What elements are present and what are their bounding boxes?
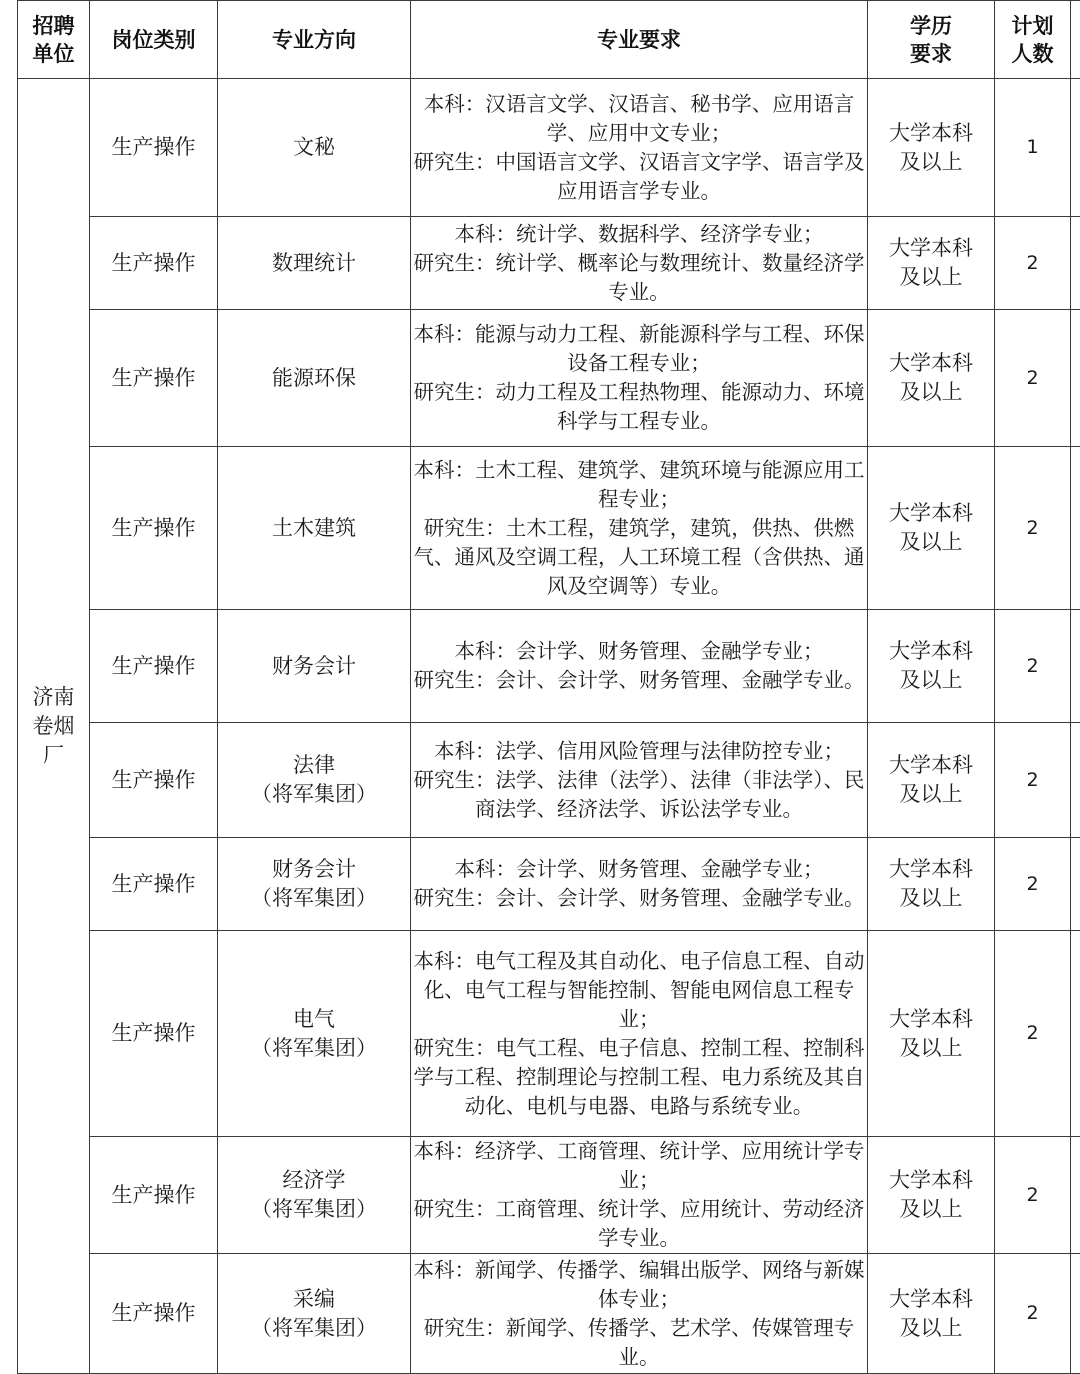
extra-cell — [1071, 610, 1080, 723]
requirement-line: 研究生：工商管理、统计学、应用统计、劳动经济学专业。 — [411, 1195, 867, 1253]
table-row — [18, 610, 1080, 723]
direction-label: 采编 — [218, 1285, 410, 1314]
unit-name-cell — [18, 79, 90, 1374]
count-cell: 2 — [995, 217, 1071, 310]
education-label: 大学本科及以上 — [885, 349, 977, 407]
extra-cell — [1071, 1137, 1080, 1254]
table-body — [18, 79, 1080, 1374]
direction-label: 法律 — [218, 751, 410, 780]
requirement-cell — [411, 310, 868, 447]
header-extra — [1071, 1, 1080, 79]
requirement-cell — [411, 1254, 868, 1374]
education-cell — [868, 723, 995, 838]
requirement-line: 研究生：统计学、概率论与数理统计、数量经济学专业。 — [411, 249, 867, 307]
requirement-cell — [411, 79, 868, 217]
category-cell: 生产操作 — [90, 310, 218, 447]
education-cell — [868, 310, 995, 447]
requirement-line: 研究生：会计、会计学、财务管理、金融学专业。 — [411, 666, 867, 695]
requirement-line: 本科：电气工程及其自动化、电子信息工程、自动化、电气工程与智能控制、智能电网信息工程专业； — [411, 947, 867, 1034]
direction-cell — [218, 1137, 411, 1254]
requirement-cell — [411, 1137, 868, 1254]
direction-sublabel: （将军集团） — [218, 884, 410, 913]
extra-cell — [1071, 217, 1080, 310]
count-cell: 2 — [995, 723, 1071, 838]
direction-cell — [218, 310, 411, 447]
header-requirement: 专业要求 — [411, 1, 868, 79]
education-label: 大学本科及以上 — [885, 855, 977, 913]
category-cell: 生产操作 — [90, 1254, 218, 1374]
requirement-line: 研究生：会计、会计学、财务管理、金融学专业。 — [411, 884, 867, 913]
unit-name: 济南卷烟厂 — [32, 683, 76, 770]
table-row — [18, 79, 1080, 217]
count-cell: 1 — [995, 79, 1071, 217]
education-cell — [868, 931, 995, 1137]
extra-cell — [1071, 838, 1080, 931]
header-education: 学历要求 — [868, 1, 995, 79]
header-row — [18, 1, 1080, 79]
requirement-line: 本科：新闻学、传播学、编辑出版学、网络与新媒体专业； — [411, 1256, 867, 1314]
education-label: 大学本科及以上 — [885, 234, 977, 292]
direction-label: 财务会计 — [218, 855, 410, 884]
category-cell: 生产操作 — [90, 931, 218, 1137]
category-cell: 生产操作 — [90, 723, 218, 838]
requirement-line: 研究生：动力工程及工程热物理、能源动力、环境科学与工程专业。 — [411, 378, 867, 436]
requirement-line: 本科：法学、信用风险管理与法律防控专业； — [411, 737, 867, 766]
requirement-cell — [411, 447, 868, 610]
requirement-line: 本科：经济学、工商管理、统计学、应用统计学专业； — [411, 1137, 867, 1195]
education-cell — [868, 79, 995, 217]
extra-cell — [1071, 447, 1080, 610]
direction-cell — [218, 1254, 411, 1374]
category-cell: 生产操作 — [90, 217, 218, 310]
direction-label: 电气 — [218, 1005, 410, 1034]
table-row — [18, 447, 1080, 610]
count-cell: 2 — [995, 838, 1071, 931]
education-label: 大学本科及以上 — [885, 119, 977, 177]
direction-label: 数理统计 — [218, 249, 410, 278]
requirement-line: 本科：会计学、财务管理、金融学专业； — [411, 637, 867, 666]
category-cell: 生产操作 — [90, 610, 218, 723]
requirement-line: 研究生：新闻学、传播学、艺术学、传媒管理专业。 — [411, 1314, 867, 1372]
education-cell — [868, 217, 995, 310]
category-cell: 生产操作 — [90, 447, 218, 610]
header-category: 岗位类别 — [90, 1, 218, 79]
table-row — [18, 1137, 1080, 1254]
education-label: 大学本科及以上 — [885, 637, 977, 695]
direction-cell — [218, 931, 411, 1137]
direction-sublabel: （将军集团） — [218, 1195, 410, 1224]
requirement-line: 本科：统计学、数据科学、经济学专业； — [411, 220, 867, 249]
education-cell — [868, 1137, 995, 1254]
category-cell: 生产操作 — [90, 79, 218, 217]
direction-label: 土木建筑 — [218, 514, 410, 543]
requirement-line: 本科：土木工程、建筑学、建筑环境与能源应用工程专业； — [411, 456, 867, 514]
direction-cell — [218, 610, 411, 723]
recruitment-table — [17, 0, 1080, 1374]
requirement-cell — [411, 838, 868, 931]
table-row — [18, 1254, 1080, 1374]
requirement-line: 本科：能源与动力工程、新能源科学与工程、环保设备工程专业； — [411, 320, 867, 378]
education-label: 大学本科及以上 — [885, 751, 977, 809]
education-label: 大学本科及以上 — [885, 1005, 977, 1063]
requirement-line: 研究生：法学、法律（法学）、法律（非法学）、民商法学、经济法学、诉讼法学专业。 — [411, 766, 867, 824]
requirement-line: 研究生：电气工程、电子信息、控制工程、控制科学与工程、控制理论与控制工程、电力系统及其自动化、电机与电器、电路与系统专业。 — [411, 1034, 867, 1121]
table-row — [18, 723, 1080, 838]
direction-cell — [218, 838, 411, 931]
table-row — [18, 217, 1080, 310]
table-row — [18, 931, 1080, 1137]
count-cell: 2 — [995, 610, 1071, 723]
requirement-line: 研究生：土木工程，建筑学，建筑，供热、供燃气、通风及空调工程，人工环境工程（含供热、通风及空调等）专业。 — [411, 514, 867, 601]
requirement-cell — [411, 723, 868, 838]
education-cell — [868, 447, 995, 610]
extra-cell — [1071, 310, 1080, 447]
direction-label: 文秘 — [218, 133, 410, 162]
header-direction: 专业方向 — [218, 1, 411, 79]
category-cell: 生产操作 — [90, 1137, 218, 1254]
direction-cell — [218, 217, 411, 310]
extra-cell — [1071, 723, 1080, 838]
requirement-cell — [411, 610, 868, 723]
count-cell: 2 — [995, 1137, 1071, 1254]
education-label: 大学本科及以上 — [885, 499, 977, 557]
requirement-line: 本科：会计学、财务管理、金融学专业； — [411, 855, 867, 884]
direction-label: 财务会计 — [218, 652, 410, 681]
requirement-cell — [411, 931, 868, 1137]
direction-sublabel: （将军集团） — [218, 1314, 410, 1343]
education-cell — [868, 610, 995, 723]
header-count: 计划人数 — [995, 1, 1071, 79]
count-cell: 2 — [995, 1254, 1071, 1374]
direction-cell — [218, 79, 411, 217]
education-label: 大学本科及以上 — [885, 1285, 977, 1343]
extra-cell — [1071, 931, 1080, 1137]
header-unit: 招聘单位 — [18, 1, 90, 79]
direction-label: 能源环保 — [218, 364, 410, 393]
category-cell: 生产操作 — [90, 838, 218, 931]
requirement-line: 研究生：中国语言文学、汉语言文字学、语言学及应用语言学专业。 — [411, 148, 867, 206]
extra-cell — [1071, 1254, 1080, 1374]
education-cell — [868, 838, 995, 931]
direction-sublabel: （将军集团） — [218, 1034, 410, 1063]
requirement-line: 本科：汉语言文学、汉语言、秘书学、应用语言学、应用中文专业； — [411, 90, 867, 148]
table-row — [18, 838, 1080, 931]
direction-cell — [218, 447, 411, 610]
education-cell — [868, 1254, 995, 1374]
count-cell: 2 — [995, 310, 1071, 447]
direction-sublabel: （将军集团） — [218, 780, 410, 809]
education-label: 大学本科及以上 — [885, 1166, 977, 1224]
table-row — [18, 310, 1080, 447]
direction-label: 经济学 — [218, 1166, 410, 1195]
extra-cell — [1071, 79, 1080, 217]
direction-cell — [218, 723, 411, 838]
count-cell: 2 — [995, 447, 1071, 610]
count-cell: 2 — [995, 931, 1071, 1137]
requirement-cell — [411, 217, 868, 310]
